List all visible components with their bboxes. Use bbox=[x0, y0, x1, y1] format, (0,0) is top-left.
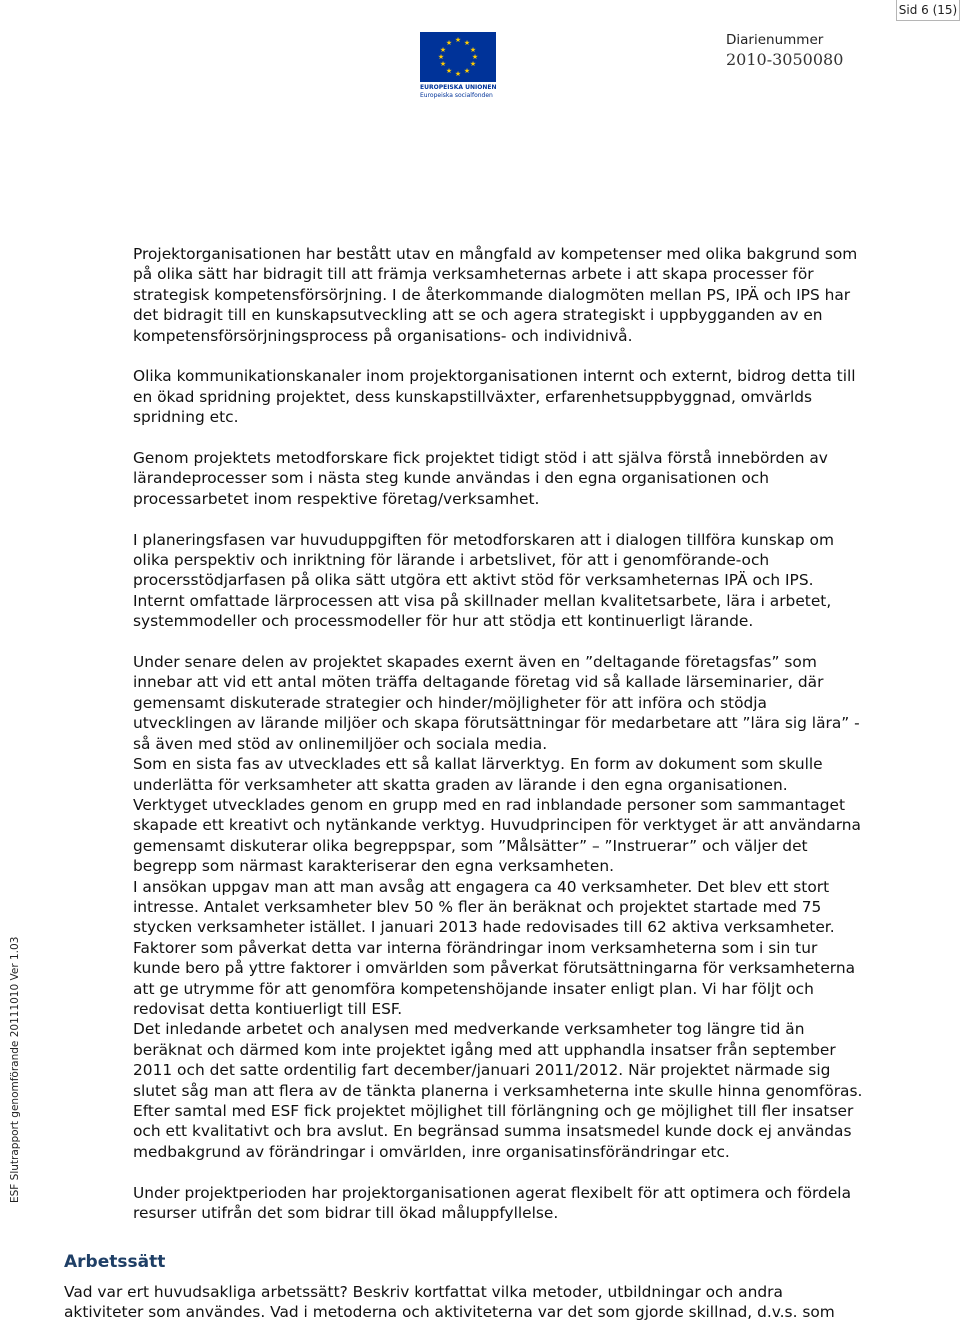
paragraph bbox=[133, 1183, 945, 1224]
text-line: I planeringsfasen var huvuduppgiften för metodforskaren att i dialogen tillföra kunskap om bbox=[133, 530, 834, 549]
text-line: skapade ett kreativt och nytänkande verktyg. Huvudprincipen för verktyget är att användarna bbox=[133, 816, 861, 835]
eu-flag-icon: ★ ★ ★ ★ ★ ★ ★ ★ ★ ★ ★ ★ bbox=[420, 32, 496, 82]
diary-number: 2010-3050080 bbox=[726, 50, 844, 69]
text-line: medbakgrund av förändringar i omvärlden, inre organisatinsförändringar etc. bbox=[133, 1142, 730, 1161]
text-line: Som en sista fas av utvecklades ett så kallat lärverktyg. En form av dokument som skulle bbox=[133, 755, 823, 774]
paragraph bbox=[133, 530, 945, 632]
diary-label: Diarienummer bbox=[726, 32, 824, 48]
text-line: resurser utifrån det som bidrar till ökad måluppfyllelse. bbox=[133, 1204, 559, 1223]
section-question bbox=[64, 1282, 944, 1323]
text-line: att ge utrymme för att genomföra kompetenshöjande insater enligt plan. Vi har följt och bbox=[133, 979, 814, 998]
text-line: det bidragit till en kunskapsutveckling att se och agera strategiskt i uppbygganden av en bbox=[133, 306, 823, 325]
paragraph bbox=[133, 244, 945, 346]
paragraph bbox=[133, 652, 945, 1162]
text-line: och ett kvalitativt och bra avslut. En begränsad summa insatsmedel kunde dock ej användas bbox=[133, 1122, 852, 1141]
text-line: Under senare delen av projektet skapades exernt även en ”deltagande företagsfas” som bbox=[133, 653, 817, 672]
text-line: slutet såg man att flera av de tänkta planerna i verksamheterna inte skulle hinna genomföras. bbox=[133, 1081, 863, 1100]
text-line: strategisk kompetensförsörjning. I de återkommande dialogmöten mellan PS, IPÄ och IPS har bbox=[133, 285, 851, 304]
text-line: stycken verksamheter istället. I januari 2013 hade redovisades till 62 aktiva verksamheter. bbox=[133, 918, 835, 937]
text-line: underlätta för verksamheter att skatta graden av lärande i den egna organisationen. bbox=[133, 775, 788, 794]
text-line: begrepp som närmast karakteriserar den egna verksamheten. bbox=[133, 857, 614, 876]
text-line: kunde bero på yttre faktorer i omvärlden som påverkat förutsättningarna för verksamheterna bbox=[133, 959, 856, 978]
text-line: gemensamt diskuterade strategier och hinder/möjligheter för att införa och stödja bbox=[133, 693, 767, 712]
text-line: lärandeprocesser som i nästa steg kunde användas i den egna organisationen och bbox=[133, 469, 769, 488]
text-line: Under projektperioden har projektorganisationen agerat flexibelt för att optimera och fördela bbox=[133, 1183, 852, 1202]
eu-logo bbox=[420, 32, 500, 100]
text-line: spridning etc. bbox=[133, 408, 239, 427]
text-line: systemmodeller och processmodeller för hur att stödja ett kontinuerligt lärande. bbox=[133, 612, 754, 631]
text-line: beräknat och därmed kom inte projektet igång med att upphandla insatser från september bbox=[133, 1040, 836, 1059]
text-line: Projektorganisationen har bestått utav en mångfald av kompetenser med olika bakgrund som bbox=[133, 245, 858, 263]
logo-line1: EUROPEISKA UNIONEN bbox=[420, 84, 497, 91]
text-line: innebar att vid ett antal möten träffa deltagande företag vid så kallade lärseminarier, där bbox=[133, 673, 824, 692]
text-line: olika perspektiv och inriktning för lärande i arbetslivet, för att i genomförande-och bbox=[133, 551, 770, 570]
text-line: aktiviteter som användes. Vad i metoderna och aktiviteterna var det som gjorde skillnad, d.v.s. som bbox=[64, 1303, 835, 1322]
text-line: så även med stöd av onlinemiljöer och sociala media. bbox=[133, 734, 548, 753]
text-line: I ansökan uppgav man att man avsåg att engagera ca 40 verksamheter. Det blev ett stort bbox=[133, 877, 830, 896]
side-version-text: ESF Slutrapport genomförande 20111010 Ver 1.03 bbox=[9, 936, 21, 1203]
text-line: utvecklingen av lärande miljöer och skapa förutsättningar för medarbetare att ”lära sig lära” - bbox=[133, 714, 860, 733]
text-line: redovisat detta kontiuerligt till ESF. bbox=[133, 999, 403, 1018]
text-line: Faktorer som påverkat detta var interna förändringar inom verksamheterna som i sin tur bbox=[133, 938, 818, 957]
text-line: 2011 och det satte ordentilig fart december/januari 2011/2012. När projektet närmade sig bbox=[133, 1061, 831, 1080]
paragraph bbox=[133, 448, 945, 509]
section-heading: Arbetssätt bbox=[64, 1252, 166, 1272]
text-line: intresse. Antalet verksamheter blev 50 % fler än beräknat och projektet startade med 75 bbox=[133, 897, 822, 916]
paragraph bbox=[133, 366, 945, 427]
logo-line2: Europeiska socialfonden bbox=[420, 92, 493, 99]
text-line: procersstödjarfasen på olika sätt utgöra ett aktivt stöd för verksamheternas IPÄ och IPS. bbox=[133, 571, 814, 590]
text-line: Vad var ert huvudsakliga arbetssätt? Beskriv kortfattat vilka metoder, utbildningar och andra bbox=[64, 1283, 783, 1301]
text-line: Verktyget utvecklades genom en grupp med en rad inblandade personer som sammantaget bbox=[133, 795, 846, 814]
text-line: Genom projektets metodforskare fick projektet tidigt stöd i att själva förstå innebörden av bbox=[133, 449, 828, 468]
text-line: på olika sätt har bidragit till att främja verksamheternas arbete i att skapa processer för bbox=[133, 265, 814, 284]
text-line: en ökad spridning projektet, dess kunskapstillväxter, erfarenhetsuppbyggnad, omvärlds bbox=[133, 387, 813, 406]
diary-block bbox=[726, 31, 843, 71]
text-line: gemensamt diskuterar olika begreppspar, som ”Målsätter” – ”Instruerar” och väljer det bbox=[133, 836, 808, 855]
page-number-badge: Sid 6 (15) bbox=[896, 0, 960, 21]
text-line: processarbetet inom respektive företag/verksamhet. bbox=[133, 489, 540, 508]
text-line: Olika kommunikationskanaler inom projektorganisationen internt och externt, bidrog detta till bbox=[133, 367, 856, 386]
text-line: Efter samtal med ESF fick projektet möjlighet till förlängning och ge möjlighet till fler insatser bbox=[133, 1102, 854, 1120]
text-line: Det inledande arbetet och analysen med medverkande verksamheter tog längre tid än bbox=[133, 1020, 805, 1039]
text-line: kompetensförsörjningsprocess på organisations- och individnivå. bbox=[133, 326, 633, 345]
text-line: Internt omfattade lärprocessen att visa på skillnader mellan kvalitetsarbete, lära i arbetet, bbox=[133, 591, 832, 610]
report-body bbox=[133, 244, 945, 1244]
